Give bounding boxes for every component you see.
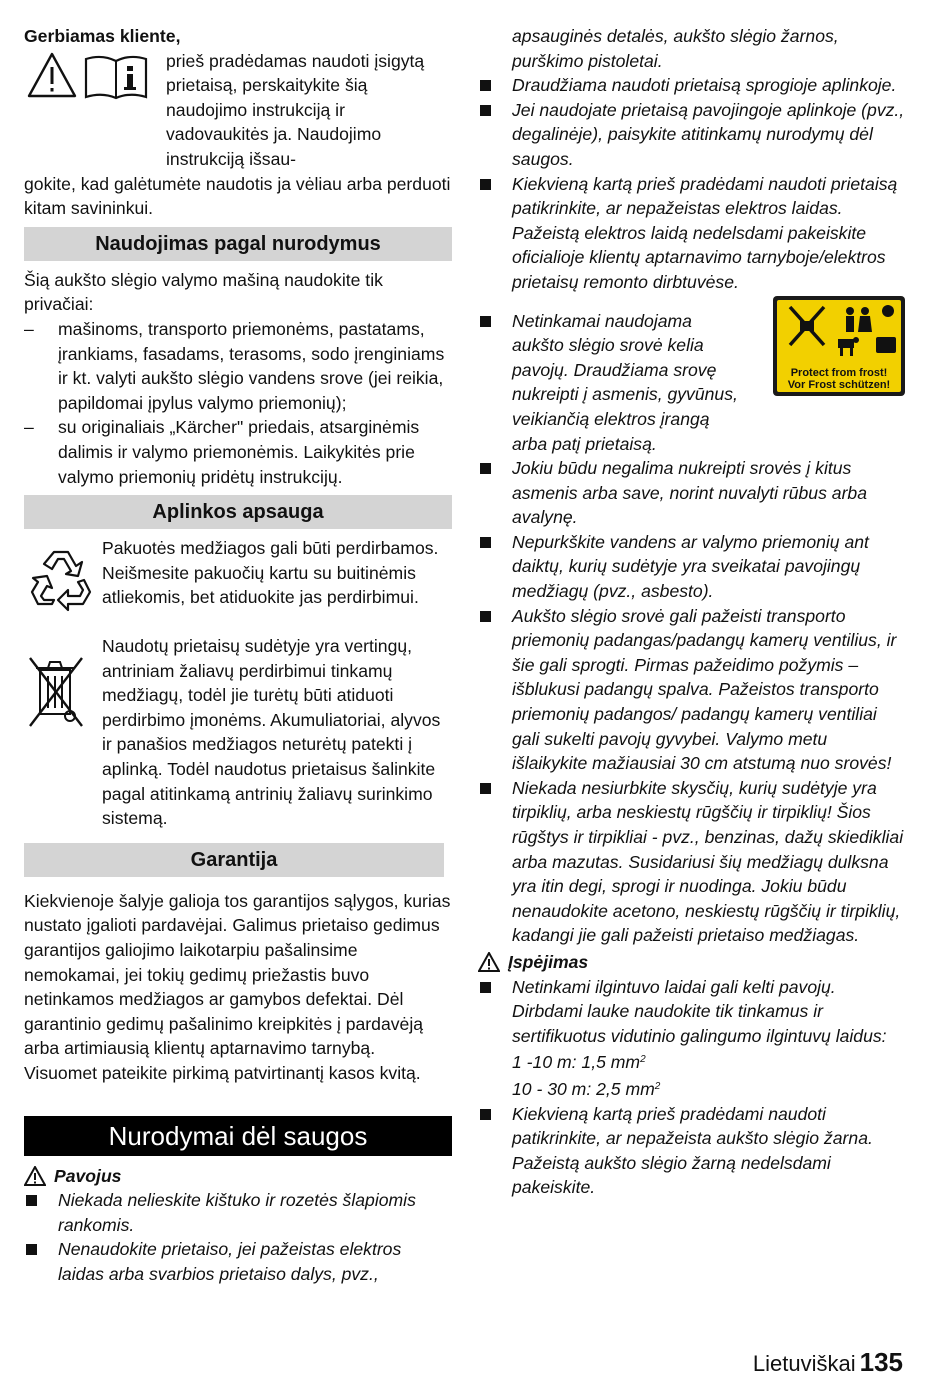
- warning-heading: [478, 950, 906, 975]
- bullet-square-icon: [480, 1109, 491, 1120]
- bullet-square-icon: [480, 179, 491, 190]
- recycle-text: Pakuotės medžiagos gali būti perdirbamos. Neišmesite pakuočių kartu su buitinėmis atliekomis, bet atiduokite jas perdirbimui.: [102, 538, 439, 608]
- list-item: Kiekvieną kartą prieš pradėdami naudoti patikrinkite, ar nepažeista aukšto slėgio žarna. Pažeistą aukšto slėgio žarną nedelsdami pakeiskite.: [478, 1102, 906, 1200]
- bullet-square-icon: [480, 783, 491, 794]
- danger-heading: [24, 1164, 452, 1189]
- left-column: [24, 24, 452, 1287]
- list-item: Jei naudojate prietaisą pavojingoje aplinkoje (pvz., degalinėje), paisykite atitinkamų nurodymų dėl saugos.: [478, 98, 906, 172]
- list-item: Nepurkškite vandens ar valymo priemonių ant daiktų, kurių sudėtyje yra sveikatai pavojingų medžiagų (pvz., asbesto).: [478, 530, 906, 604]
- intro-block: [24, 49, 452, 172]
- warning-list: [478, 975, 906, 1049]
- page-number: 135: [859, 1347, 903, 1377]
- warning-label: Įspėjimas: [508, 951, 589, 972]
- list-item: Niekada nesiurbkite skysčių, kurių sudėtyje yra tirpiklių, arba neskiestų rūgščių ir tirpiklių! Šios rūgštys ir tirpikliai - pvz., benzinas, dažų skiedikliai arba mazutas. Susidariusi šių medžiagų dulksna yra itin degi, sprogi ir nuodinga. Jokiu būdu nenaudokite acetono, neskiestų rūgščių ir tirpiklių, kadangi jie gali pažeisti prietaiso medžiagas.: [478, 776, 906, 948]
- crossed-bin-icon: [26, 652, 86, 732]
- bullet-square-icon: [480, 611, 491, 622]
- list-item: Netinkami ilgintuvo laidai gali kelti pavojų. Dirbdami lauke naudokite tik tinkamus ir sertifikuotus vidutinio galingumo ilgintuvų laidus:: [478, 975, 906, 1049]
- footer-language: Lietuviškai: [752, 1351, 856, 1376]
- recycle-icon: [26, 544, 96, 614]
- recycle-block: [24, 536, 452, 634]
- list-item: Jokiu būdu negalima nukreipti srovės į kitus asmenis arba save, norint nuvalyti rūbus arba avalynę.: [478, 456, 906, 530]
- section-heading-warranty: Garantija: [24, 843, 444, 877]
- section-heading-usage: Naudojimas pagal nurodymus: [24, 227, 452, 261]
- extension-line-2: 10 - 30 m: 2,5 $mm^2$: [512, 1078, 661, 1099]
- warning-icon: [478, 952, 500, 972]
- greeting: Gerbiamas kliente,: [24, 26, 181, 46]
- danger-list: [24, 1188, 452, 1286]
- continuation-text: apsauginės detalės, aukšto slėgio žarnos, purškimo pistoletai.: [512, 26, 839, 71]
- bullet-square-icon: [480, 105, 491, 116]
- usage-list: [24, 317, 452, 489]
- list-item: Aukšto slėgio srovė gali pažeisti transporto priemonių padangas/padangų kamerų ventilius, ir šie gali sprogti. Pirmas pažeidimo požymis – išblukusi padangų spalva. Pažeistos transporto priemonių padangos/ padangų kamerų ventiliai gali sukelti pavojų gyvybei. Valymo metu išlaikykite mažiausiai 30 cm atstumą nuo srovės!: [478, 604, 906, 776]
- intro-text-indented: prieš pradėdamas naudoti įsigytą prietaisą, perskaitykite šią naudojimo instrukciją ir vadovaukitės ja. Naudojimo instrukciją išsau-: [166, 50, 425, 169]
- warranty-text: Kiekvienoje šalyje galioja tos garantijos sąlygos, kurias nustato įgalioti pardavėjai. Galimus prietaiso gedimus garantijos galiojimo laikotarpiu pašalinsime nemokamai, jei tokių gedimų priežastis buvo netinkamos medžiagos ar gamybos defektai. Dėl garantinio gedimų pašalinimo kreipkitės į pardavėją arba artimiausią klientų aptarnavimo tarnybą. Visuomet pateikite pirkimą patvirtinantį kasos kvitą.: [24, 890, 451, 1083]
- list-item: – mašinoms, transporto priemonėms, pastatams, įrankiams, fasadams, terasoms, sodo įrenginiams ir kt. valyti aukšto slėgio vandens srove (jei reikia, papildomai įpylus valymo priemonių);: [24, 317, 452, 415]
- sign-item-block: [478, 309, 906, 457]
- safety-list-a: [478, 73, 906, 294]
- warning-icon: [24, 1166, 46, 1186]
- hose-list: [478, 1102, 906, 1200]
- page-footer: [752, 1347, 903, 1377]
- list-item: Draudžiama naudoti prietaisą sprogioje aplinkoje.: [478, 73, 906, 98]
- section-heading-environment: Aplinkos apsauga: [24, 495, 452, 529]
- bullet-square-icon: [26, 1244, 37, 1255]
- sign-list: [478, 309, 906, 457]
- sign-text-1: Protect from frost!: [790, 366, 888, 379]
- list-item: Nenaudokite prietaiso, jei pažeistas elektros laidas arba svarbios prietaiso dalys, pvz.,: [24, 1237, 452, 1286]
- section-heading-safety: Nurodymai dėl saugos: [24, 1116, 452, 1156]
- bullet-square-icon: [480, 982, 491, 993]
- bullet-square-icon: [480, 463, 491, 474]
- list-item: Netinkamai naudojama aukšto slėgio srovė kelia pavojų. Draudžiama srovę nukreipti į asmenis, gyvūnus, veikiančią elektros įrangą arba patį prietaisą.: [478, 309, 906, 457]
- warning-and-manual-icon: [26, 51, 154, 101]
- sign-text-2: Vor Frost schützen!: [787, 378, 891, 391]
- usage-lead: Šią aukšto slėgio valymo mašiną naudokite tik privačiai:: [24, 269, 383, 315]
- danger-label: Pavojus: [54, 1165, 122, 1186]
- safety-list-b: [478, 456, 906, 948]
- extension-line-1: 1 -10 m: 1,5 $mm^2$: [512, 1052, 646, 1073]
- intro-text: gokite, kad galėtumėte naudotis ja vėliau arba perduoti kitam savininkui.: [24, 173, 451, 219]
- bullet-square-icon: [480, 80, 491, 91]
- list-item: Niekada nelieskite kištuko ir rozetės šlapiomis rankomis.: [24, 1188, 452, 1237]
- bullet-square-icon: [480, 316, 491, 327]
- weee-block: [24, 634, 452, 831]
- right-column: [478, 24, 906, 1200]
- weee-text: Naudotų prietaisų sudėtyje yra vertingų, antriniam žaliavų perdirbimui tinkamų medžiagų, todėl jie turėtų būti atiduoti perdirbimo įmonėms. Akumuliatoriai, alyvos ir panašios medžiagos neturėtų patekti į aplinką. Todėl naudotus prietaisus šalinkite pagal atitinkamą antrinių žaliavų surinkimo sistemą.: [102, 636, 441, 829]
- bullet-square-icon: [480, 537, 491, 548]
- list-item: – su originaliais „Kärcher" priedais, atsarginėmis dalimis ir valymo priemonėmis. Laikykitės prie valymo priemonių pridėtų instrukcijų.: [24, 415, 452, 489]
- bullet-square-icon: [26, 1195, 37, 1206]
- list-item: Kiekvieną kartą prieš pradėdami naudoti prietaisą patikrinkite, ar nepažeistas elektros laidas. Pažeistą elektros laidą nedelsdami pakeiskite oficialioje klientų aptarnavimo tarnyboje/elektros prietaisų remonto dirbtuvėse.: [478, 172, 906, 295]
